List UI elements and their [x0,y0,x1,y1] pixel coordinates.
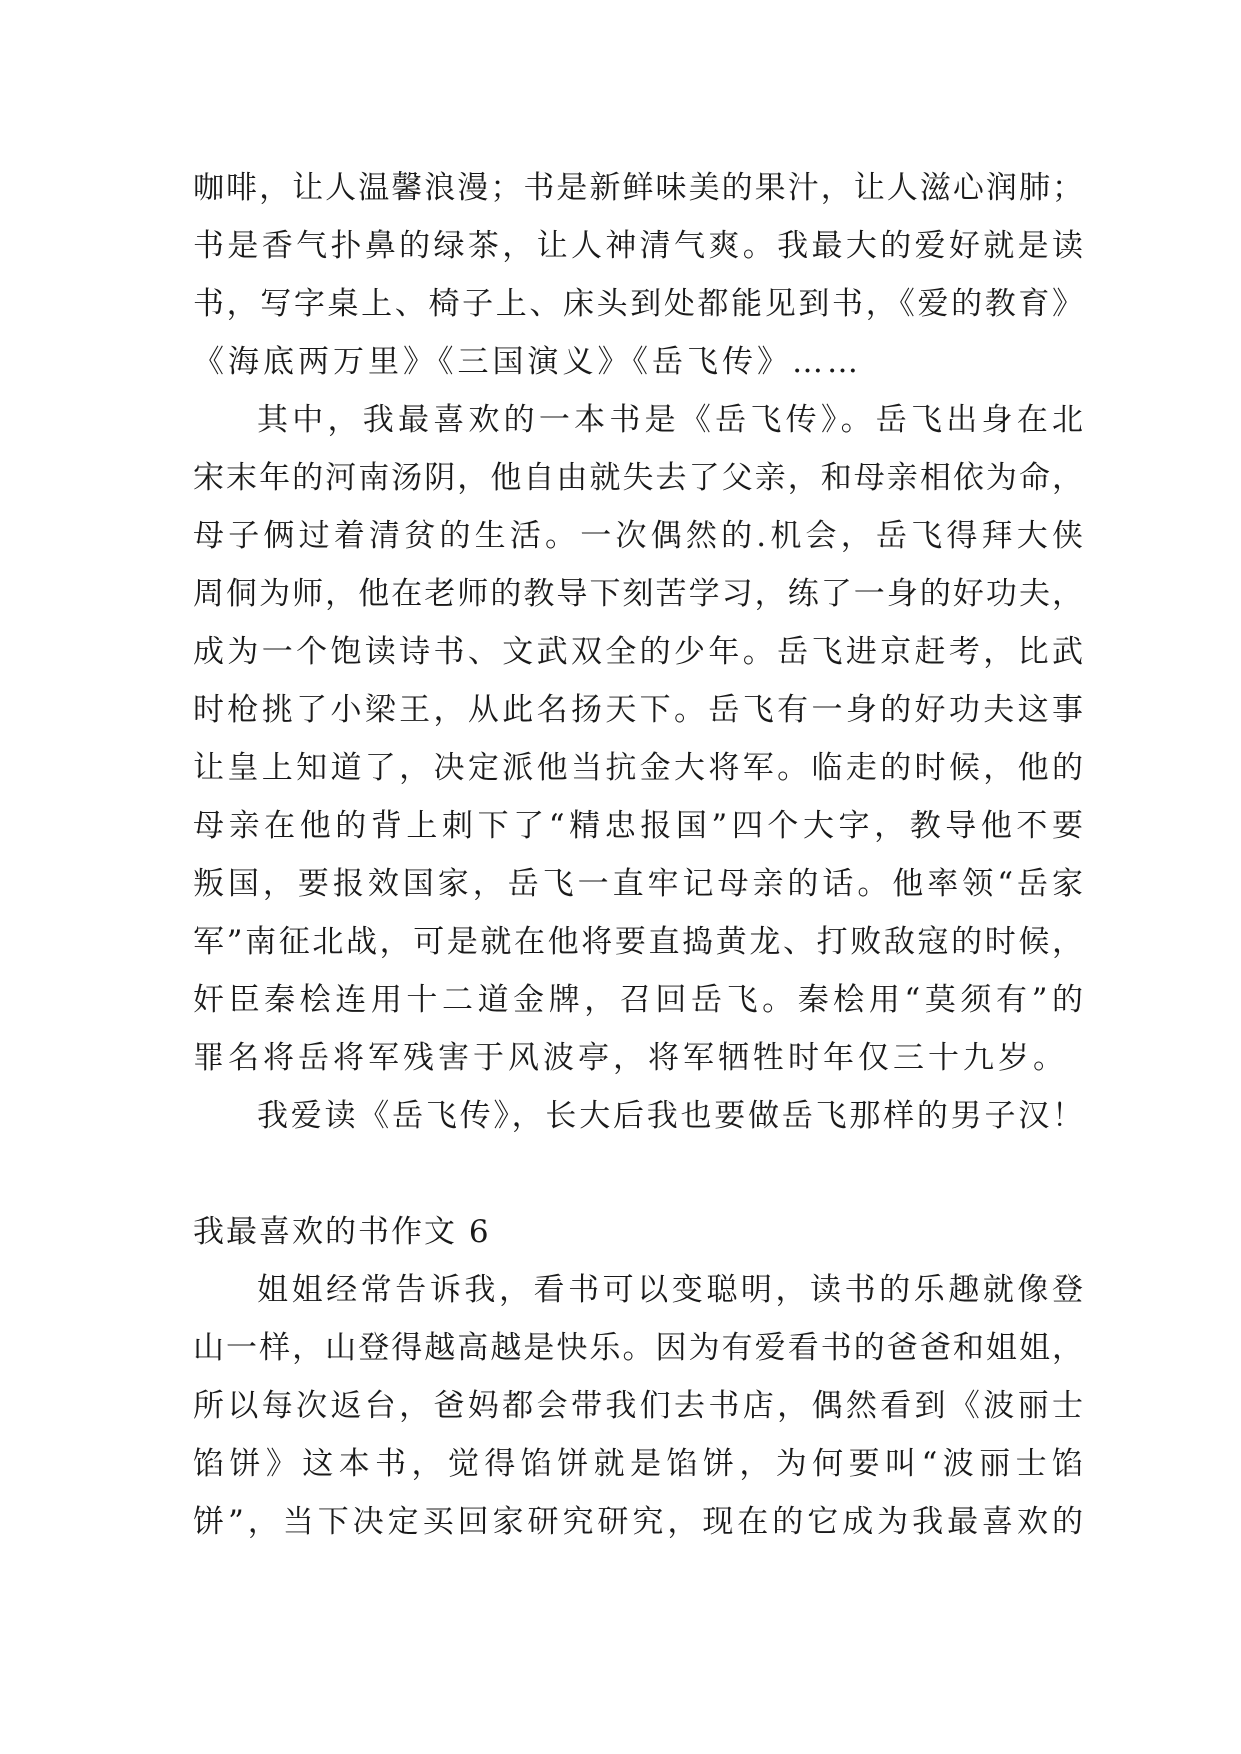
text-line: 书是香气扑鼻的绿茶，让人神清气爽。我最大的爱好就是读 [193,228,1083,264]
paragraph-yue-fei [193,391,1083,1087]
text-line: 让皇上知道了，决定派他当抗金大将军。临走的时候，他的 [193,750,1083,786]
text-line: 周侗为师，他在老师的教导下刻苦学习，练了一身的好功夫， [193,576,1083,612]
text-line: 咖啡，让人温馨浪漫；书是新鲜味美的果汁，让人滋心润肺； [193,170,1083,206]
text-line: 姐姐经常告诉我，看书可以变聪明，读书的乐趣就像登 [257,1272,1083,1308]
text-line: 其中，我最喜欢的一本书是《岳飞传》。岳飞出身在北 [257,402,1083,438]
text-line: 馅饼》这本书，觉得馅饼就是馅饼，为何要叫“波丽士馅 [193,1446,1083,1482]
text-line: 时枪挑了小梁王，从此名扬天下。岳飞有一身的好功夫这事 [193,692,1083,728]
text-line: 母子俩过着清贫的生活。一次偶然的.机会，岳飞得拜大侠 [193,518,1083,554]
text-line: 宋末年的河南汤阴，他自由就失去了父亲，和母亲相依为命， [193,460,1083,496]
text-line: 饼”，当下决定买回家研究研究，现在的它成为我最喜欢的 [193,1504,1083,1540]
text-line: 成为一个饱读诗书、文武双全的少年。岳飞进京赶考，比武 [193,634,1083,670]
text-line: 我爱读《岳飞传》，长大后我也要做岳飞那样的男子汉！ [257,1098,1083,1134]
paragraph-conclusion [193,1087,1083,1145]
essay-title: 我最喜欢的书作文 6 [193,1214,491,1250]
text-line: 罪名将岳将军残害于风波亭，将军牺牲时年仅三十九岁。 [193,1040,1068,1076]
text-line: 山一样，山登得越高越是快乐。因为有爱看书的爸爸和姐姐， [193,1330,1083,1366]
text-line: 叛国，要报效国家，岳飞一直牢记母亲的话。他率领“岳家 [193,866,1083,902]
text-line: 《海底两万里》《三国演义》《岳飞传》…… [193,344,862,380]
text-line: 奸臣秦桧连用十二道金牌，召回岳飞。秦桧用“莫须有”的 [193,982,1083,1018]
text-line: 军”南征北战，可是就在他将要直捣黄龙、打败敌寇的时候， [193,924,1083,960]
text-line: 书，写字桌上、椅子上、床头到处都能见到书，《爱的教育》 [193,286,1083,322]
text-line: 所以每次返台，爸妈都会带我们去书店，偶然看到《波丽士 [193,1388,1083,1424]
spacer [193,1145,1083,1203]
text-line: 母亲在他的背上刺下了“精忠报国”四个大字，教导他不要 [193,808,1083,844]
paragraph-books-intro [193,159,1083,391]
paragraph-essay6 [193,1261,1083,1551]
document-page [193,159,1083,1551]
